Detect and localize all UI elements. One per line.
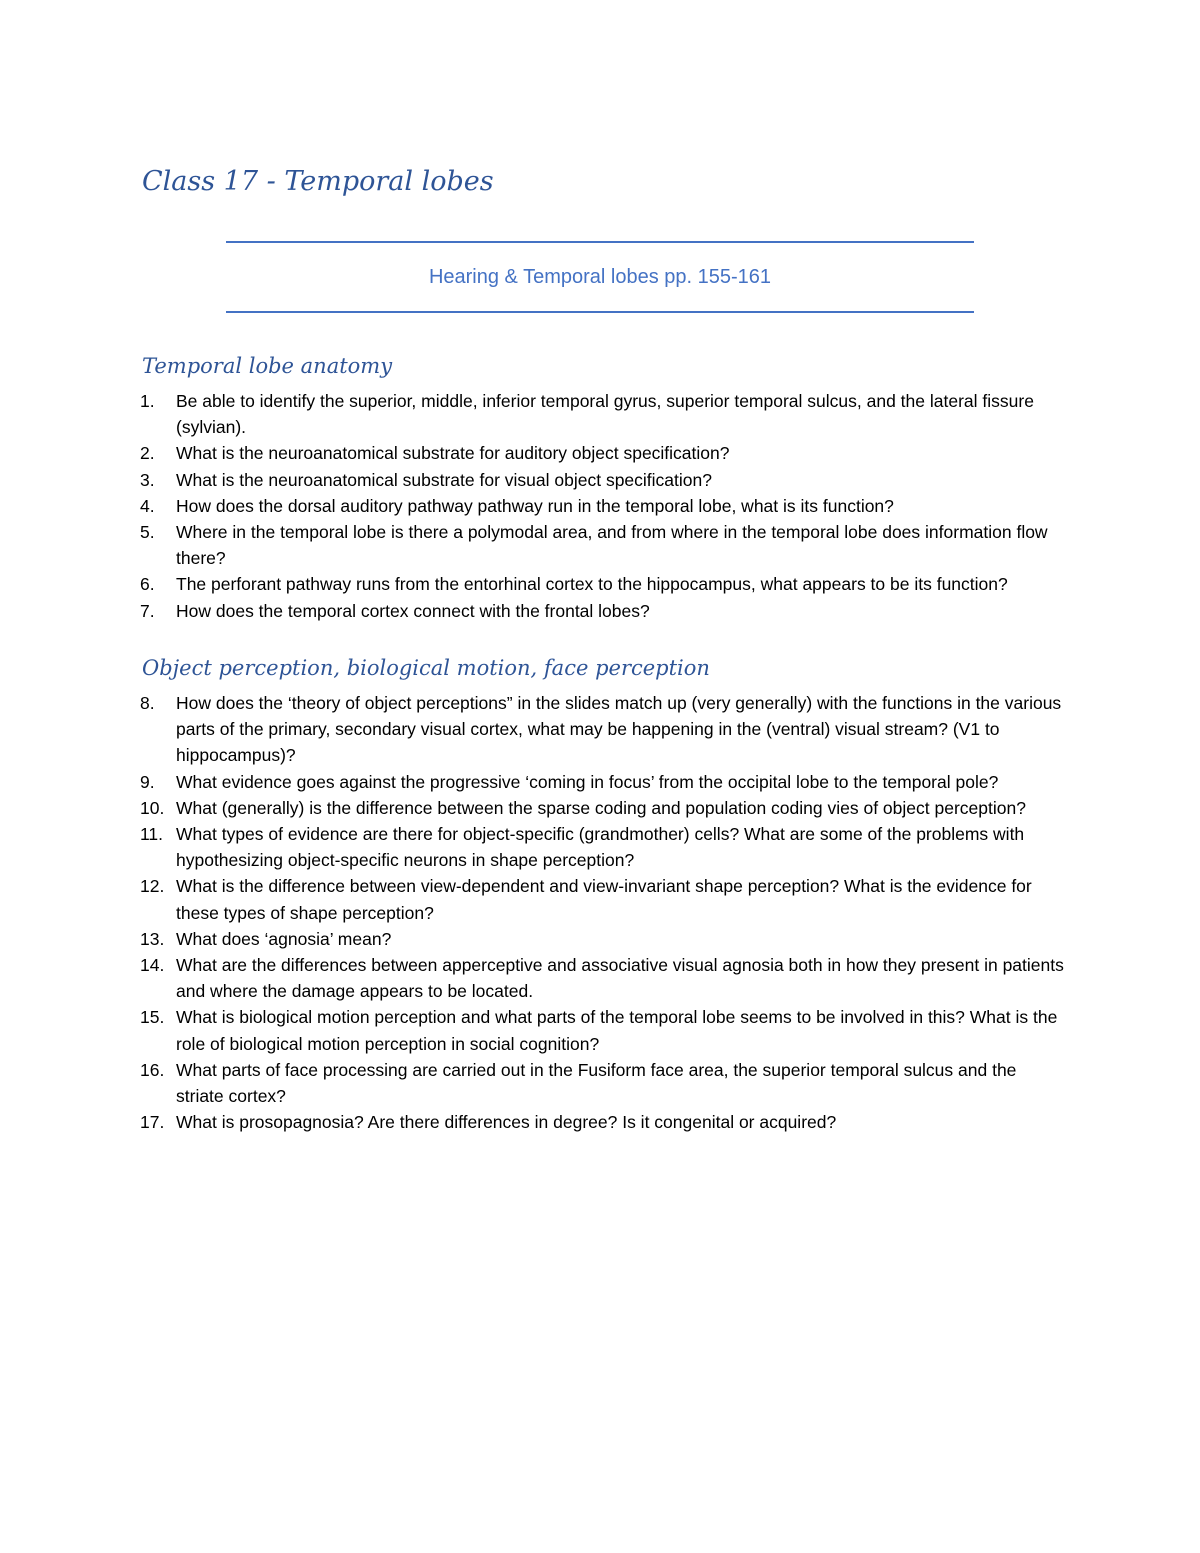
question-number: 16. xyxy=(140,1059,165,1080)
subtitle: Hearing & Temporal lobes pp. 155-161 xyxy=(428,266,772,288)
question-item xyxy=(140,1057,1065,1109)
question-number: 8. xyxy=(140,693,155,713)
page-title: Class 17 - Temporal lobes xyxy=(142,166,494,197)
question-number: 4. xyxy=(140,495,155,516)
question-item xyxy=(140,493,1065,519)
question-item xyxy=(140,1109,1065,1135)
question-text: What (generally) is the difference between the sparse coding and population coding vies of object perception? xyxy=(176,797,1026,818)
question-item xyxy=(140,440,1065,466)
question-number: 11. xyxy=(140,824,164,845)
question-item xyxy=(140,519,1065,571)
question-text: What does ‘agnosia’ mean? xyxy=(176,928,392,949)
question-number: 2. xyxy=(140,443,155,464)
question-item xyxy=(140,598,1065,624)
question-item xyxy=(140,388,1065,440)
question-number: 9. xyxy=(140,771,155,792)
subtitle-bottom-border xyxy=(226,311,974,313)
section-heading-anatomy: Temporal lobe anatomy xyxy=(142,354,393,378)
question-number: 12. xyxy=(140,876,165,897)
question-text: What are the differences between apperceptive and associative visual agnosia both in how they present in patients and where the damage appears to be located. xyxy=(176,955,1064,1002)
question-item xyxy=(140,1004,1065,1056)
question-number: 1. xyxy=(140,391,155,411)
question-number: 17. xyxy=(140,1112,165,1133)
question-item xyxy=(140,571,1065,597)
question-number: 14. xyxy=(140,955,165,976)
question-text: What is the difference between view-dependent and view-invariant shape perception? What is the evidence for these types of shape perception? xyxy=(176,876,1032,923)
question-list-anatomy xyxy=(140,388,1065,624)
question-text: What is biological motion perception and what parts of the temporal lobe seems to be involved in this? What is the role of biological motion perception in social cognition? xyxy=(176,1007,1058,1054)
question-text: What is the neuroanatomical substrate for auditory object specification? xyxy=(176,443,730,464)
question-item xyxy=(140,795,1065,821)
section-heading-object-perception: Object perception, biological motion, face perception xyxy=(142,656,710,680)
question-number: 5. xyxy=(140,522,155,543)
question-number: 3. xyxy=(140,469,155,490)
question-text: What parts of face processing are carried out in the Fusiform face area, the superior temporal sulcus and the striate cortex? xyxy=(176,1059,1017,1107)
question-number: 6. xyxy=(140,574,155,595)
question-number: 7. xyxy=(140,600,155,621)
question-item xyxy=(140,926,1065,952)
question-number: 13. xyxy=(140,928,165,949)
question-list-object-perception xyxy=(140,690,1065,1135)
question-text: The perforant pathway runs from the entorhinal cortex to the hippocampus, what appears to be its function? xyxy=(176,574,1008,595)
question-text: What is prosopagnosia? Are there differences in degree? Is it congenital or acquired? xyxy=(176,1112,837,1133)
question-text: What is the neuroanatomical substrate for visual object specification? xyxy=(176,469,712,490)
subtitle-top-border xyxy=(226,241,974,243)
question-text: How does the dorsal auditory pathway pathway run in the temporal lobe, what is its function? xyxy=(176,495,894,516)
question-text: What evidence goes against the progressive ‘coming in focus’ from the occipital lobe to the temporal pole? xyxy=(176,771,999,792)
question-item xyxy=(140,467,1065,493)
question-number: 10. xyxy=(140,797,165,818)
question-text: How does the ‘theory of object perceptions” in the slides match up (very generally) with the functions in the various parts of the primary, secondary visual cortex, what may be happening in the (ventral) visual stream? (V1 to hippocampus)? xyxy=(176,693,1062,766)
question-item xyxy=(140,769,1065,795)
question-item xyxy=(140,952,1065,1004)
question-item xyxy=(140,873,1065,925)
question-text: Be able to identify the superior, middle, inferior temporal gyrus, superior temporal sulcus, and the lateral fissure (sylvian). xyxy=(176,391,1034,438)
question-item xyxy=(140,690,1065,769)
question-item xyxy=(140,821,1065,873)
question-number: 15. xyxy=(140,1007,165,1028)
question-text: How does the temporal cortex connect with the frontal lobes? xyxy=(176,600,650,621)
question-text: Where in the temporal lobe is there a polymodal area, and from where in the temporal lobe does information flow there? xyxy=(176,522,1048,569)
question-text: What types of evidence are there for object-specific (grandmother) cells? What are some of the problems with hypothesizing object-specific neurons in shape perception? xyxy=(176,824,1025,871)
